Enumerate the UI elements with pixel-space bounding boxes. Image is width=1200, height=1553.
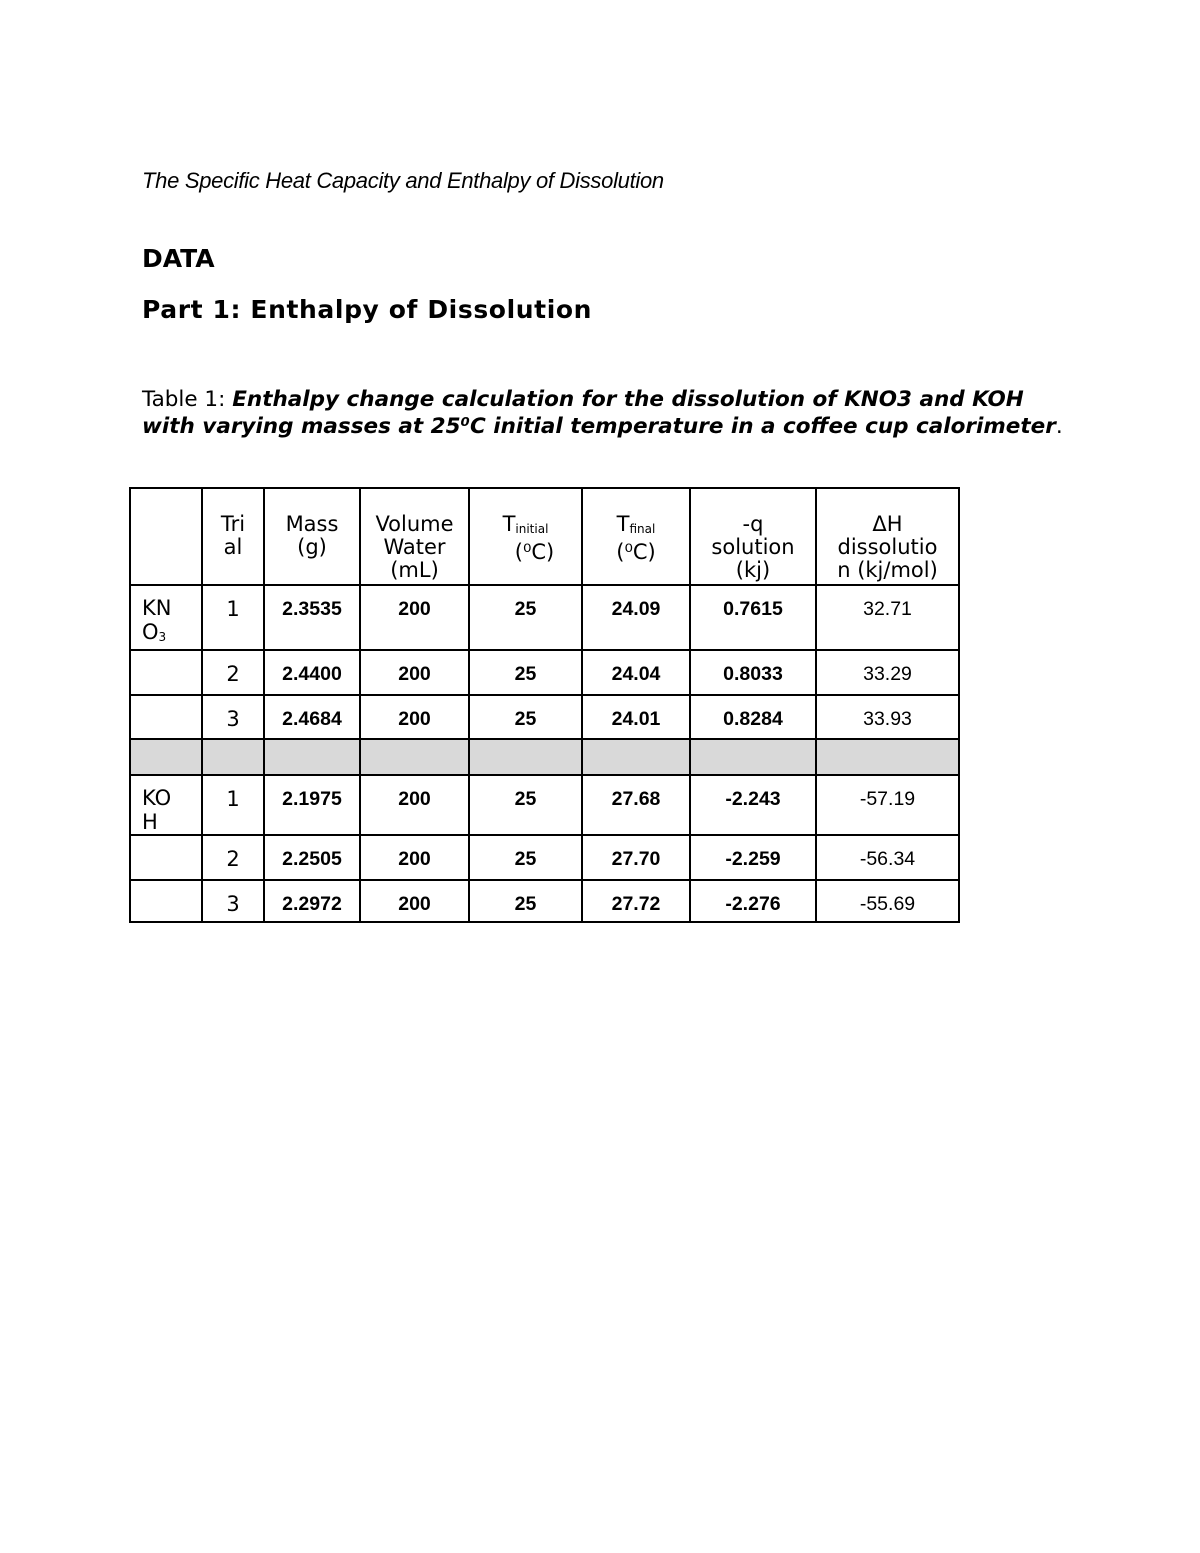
cell-trial: 1 bbox=[202, 775, 264, 835]
cell-volume: 200 bbox=[360, 585, 469, 650]
cell-empty bbox=[130, 695, 202, 739]
cell-mass: 2.2505 bbox=[264, 835, 360, 880]
cell-volume: 200 bbox=[360, 880, 469, 922]
cell-mass: 2.3535 bbox=[264, 585, 360, 650]
heading-part-1: Part 1: Enthalpy of Dissolution bbox=[142, 295, 593, 324]
table-row bbox=[130, 835, 959, 880]
cell-delta-h: 32.71 bbox=[816, 585, 959, 650]
caption-text: Enthalpy change calculation for the dissolution of KNO3 and KOH with varying masses at 25⁰C initial temperature in a coffee cup calorimeter bbox=[142, 387, 1056, 439]
header-volume: Volume Water (mL) bbox=[360, 488, 469, 585]
group-label-koh: KO H bbox=[130, 775, 202, 835]
enthalpy-table bbox=[129, 487, 960, 923]
cell-t-initial: 25 bbox=[469, 650, 582, 695]
cell-empty bbox=[130, 835, 202, 880]
header-substance bbox=[130, 488, 202, 585]
cell-trial: 2 bbox=[202, 650, 264, 695]
cell-volume: 200 bbox=[360, 775, 469, 835]
cell-volume: 200 bbox=[360, 835, 469, 880]
separator-row bbox=[130, 739, 959, 775]
cell-q: 0.7615 bbox=[690, 585, 816, 650]
cell-mass: 2.2972 bbox=[264, 880, 360, 922]
cell-delta-h: -57.19 bbox=[816, 775, 959, 835]
table-row bbox=[130, 775, 959, 835]
cell-mass: 2.4684 bbox=[264, 695, 360, 739]
cell-t-initial: 25 bbox=[469, 695, 582, 739]
cell-t-initial: 25 bbox=[469, 880, 582, 922]
header-delta-h: ΔH dissolutio n (kj/mol) bbox=[816, 488, 959, 585]
header-row bbox=[130, 488, 959, 585]
cell-t-final: 27.72 bbox=[582, 880, 690, 922]
cell-t-initial: 25 bbox=[469, 775, 582, 835]
cell-trial: 3 bbox=[202, 695, 264, 739]
cell-t-final: 24.01 bbox=[582, 695, 690, 739]
cell-t-final: 27.70 bbox=[582, 835, 690, 880]
header-mass: Mass (g) bbox=[264, 488, 360, 585]
cell-t-final: 24.09 bbox=[582, 585, 690, 650]
cell-t-initial: 25 bbox=[469, 835, 582, 880]
table-row bbox=[130, 880, 959, 922]
cell-trial: 2 bbox=[202, 835, 264, 880]
cell-t-initial: 25 bbox=[469, 585, 582, 650]
table-row bbox=[130, 695, 959, 739]
cell-volume: 200 bbox=[360, 650, 469, 695]
cell-q: -2.276 bbox=[690, 880, 816, 922]
cell-delta-h: -56.34 bbox=[816, 835, 959, 880]
table-caption bbox=[142, 386, 1072, 440]
table-row bbox=[130, 585, 959, 650]
cell-delta-h: 33.93 bbox=[816, 695, 959, 739]
cell-q: -2.243 bbox=[690, 775, 816, 835]
table-row bbox=[130, 650, 959, 695]
cell-volume: 200 bbox=[360, 695, 469, 739]
cell-q: 0.8284 bbox=[690, 695, 816, 739]
cell-t-final: 24.04 bbox=[582, 650, 690, 695]
cell-delta-h: -55.69 bbox=[816, 880, 959, 922]
caption-end: . bbox=[1055, 414, 1063, 439]
cell-mass: 2.1975 bbox=[264, 775, 360, 835]
cell-q: 0.8033 bbox=[690, 650, 816, 695]
cell-mass: 2.4400 bbox=[264, 650, 360, 695]
group-label-kno3: KN $O_3$ bbox=[130, 585, 202, 650]
document-title: The Specific Heat Capacity and Enthalpy of Dissolution bbox=[142, 168, 664, 193]
cell-q: -2.259 bbox=[690, 835, 816, 880]
caption-label: Table 1: bbox=[142, 387, 233, 412]
header-t-initial: $T_{initial}$ (⁰C) bbox=[469, 488, 582, 585]
cell-t-final: 27.68 bbox=[582, 775, 690, 835]
cell-trial: 1 bbox=[202, 585, 264, 650]
cell-delta-h: 33.29 bbox=[816, 650, 959, 695]
cell-trial: 3 bbox=[202, 880, 264, 922]
cell-empty bbox=[130, 880, 202, 922]
header-q-solution: -q solution (kj) bbox=[690, 488, 816, 585]
header-t-final: $T_{final}$ (⁰C) bbox=[582, 488, 690, 585]
heading-data: DATA bbox=[142, 244, 215, 273]
header-trial: Tri al bbox=[202, 488, 264, 585]
cell-empty bbox=[130, 650, 202, 695]
